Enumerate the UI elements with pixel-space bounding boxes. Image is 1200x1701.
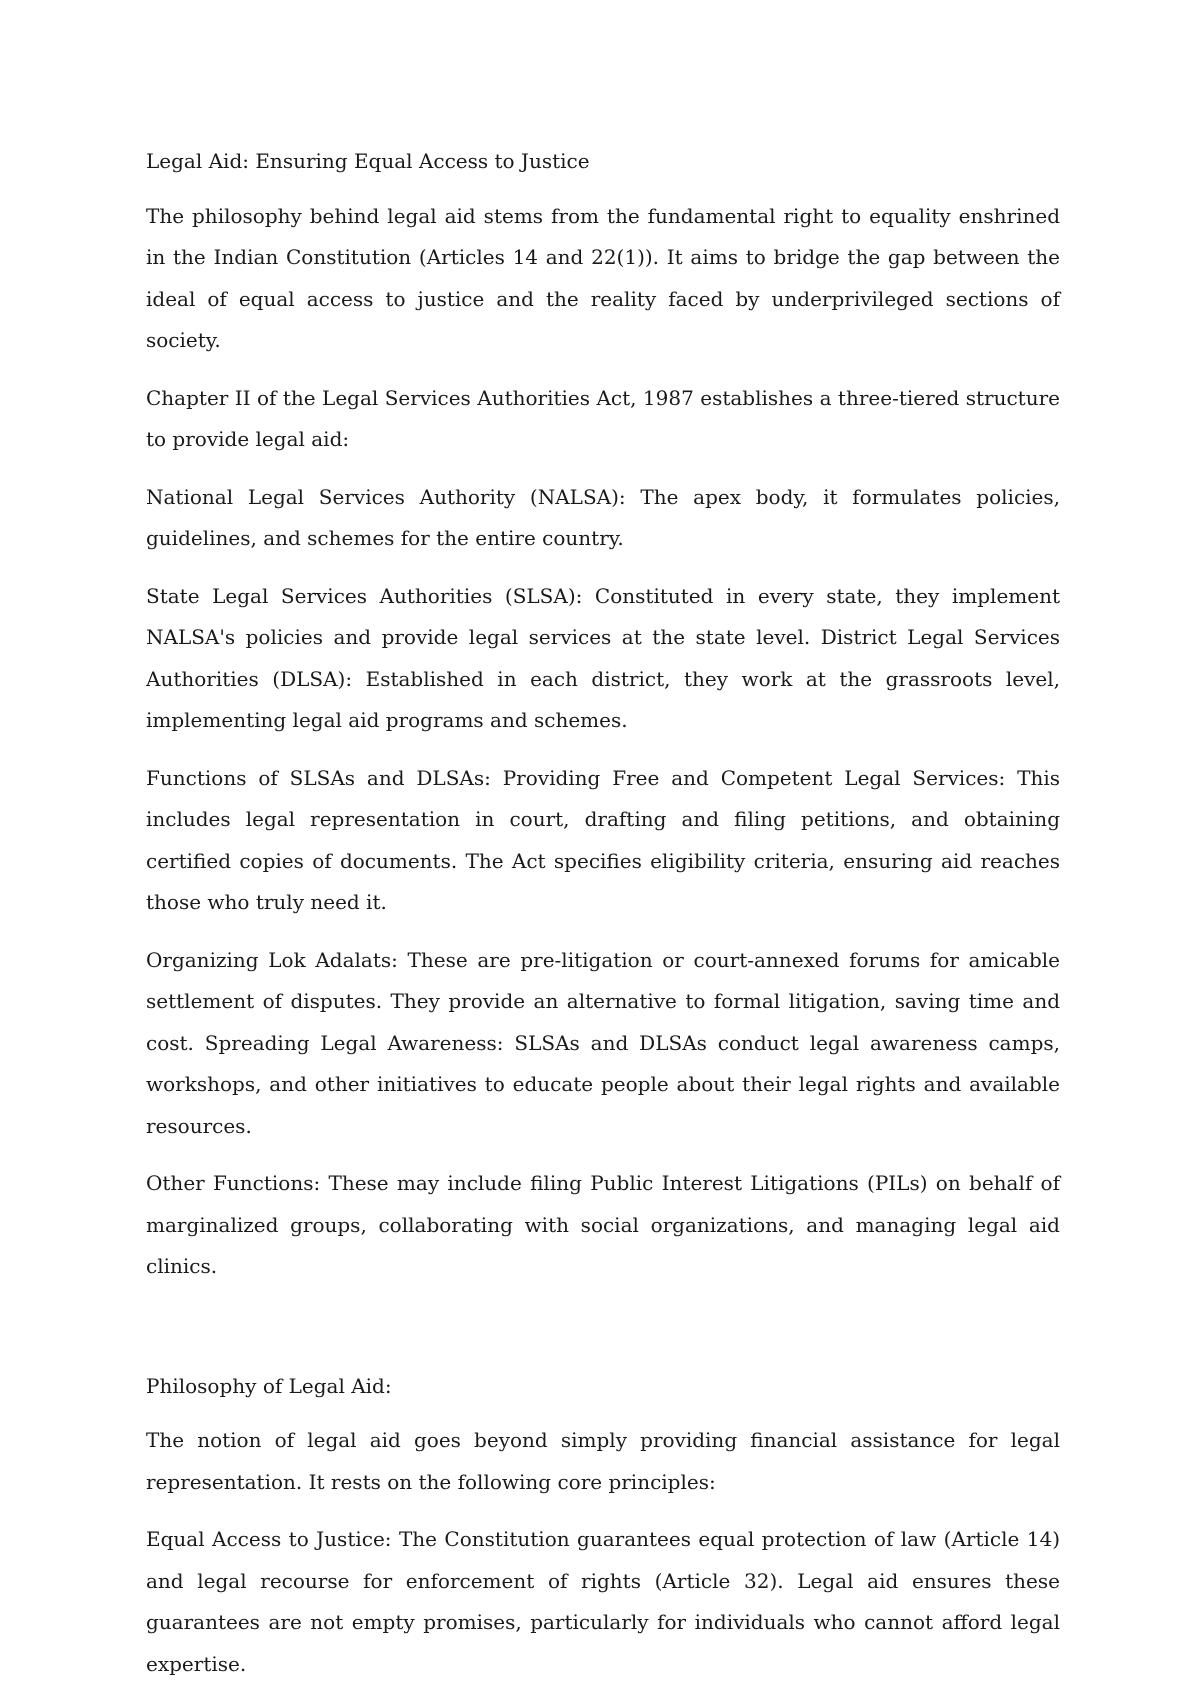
paragraph-chapter-ii: Chapter II of the Legal Services Authorities Act, 1987 establishes a three-tiered structure to provide legal aid: bbox=[146, 385, 1060, 451]
paragraph-slsa-dlsa: State Legal Services Authorities (SLSA): Constituted in every state, they implement NALSA's policies and provide legal services at the state level. District Legal Services Authorities (DLSA): Established in each district, they work at the grassroots level, implementing legal aid programs and schemes. bbox=[146, 583, 1060, 732]
document-body bbox=[146, 141, 1060, 1701]
paragraph-nalsa: National Legal Services Authority (NALSA): The apex body, it formulates policies, guidelines, and schemes for the entire country. bbox=[146, 484, 1060, 550]
paragraph-notion: The notion of legal aid goes beyond simply providing financial assistance for legal representation. It rests on the following core principles: bbox=[146, 1428, 1060, 1494]
paragraph-equal-access: Equal Access to Justice: The Constitution guarantees equal protection of law (Article 14) and legal recourse for enforcement of rights (Article 32). Legal aid ensures these guarantees are not empty promises, particularly for individuals who cannot afford legal expertise. bbox=[146, 1527, 1060, 1676]
paragraph-other-functions: Other Functions: These may include filing Public Interest Litigations (PILs) on behalf of marginalized groups, collaborating with social organizations, and managing legal aid clinics. bbox=[146, 1171, 1060, 1278]
document-title: Legal Aid: Ensuring Equal Access to Justice bbox=[146, 149, 590, 173]
paragraph-philosophy-intro: The philosophy behind legal aid stems from the fundamental right to equality enshrined in the Indian Constitution (Articles 14 and 22(1)). It aims to bridge the gap between the ideal of equal access to justice and the reality faced by underprivileged sections of society. bbox=[146, 203, 1060, 352]
paragraph-functions: Functions of SLSAs and DLSAs: Providing Free and Competent Legal Services: This includes legal representation in court, drafting and filing petitions, and obtaining certified copies of documents. The Act specifies eligibility criteria, ensuring aid reaches those who truly need it. bbox=[146, 765, 1060, 914]
section-title: Philosophy of Legal Aid: bbox=[146, 1373, 392, 1398]
paragraph-lok-adalats: Organizing Lok Adalats: These are pre-litigation or court-annexed forums for amicable settlement of disputes. They provide an alternative to formal litigation, saving time and cost. Spreading Legal Awareness: SLSAs and DLSAs conduct legal awareness camps, workshops, and other initiatives to educate people about their legal rights and available resources. bbox=[146, 947, 1060, 1138]
